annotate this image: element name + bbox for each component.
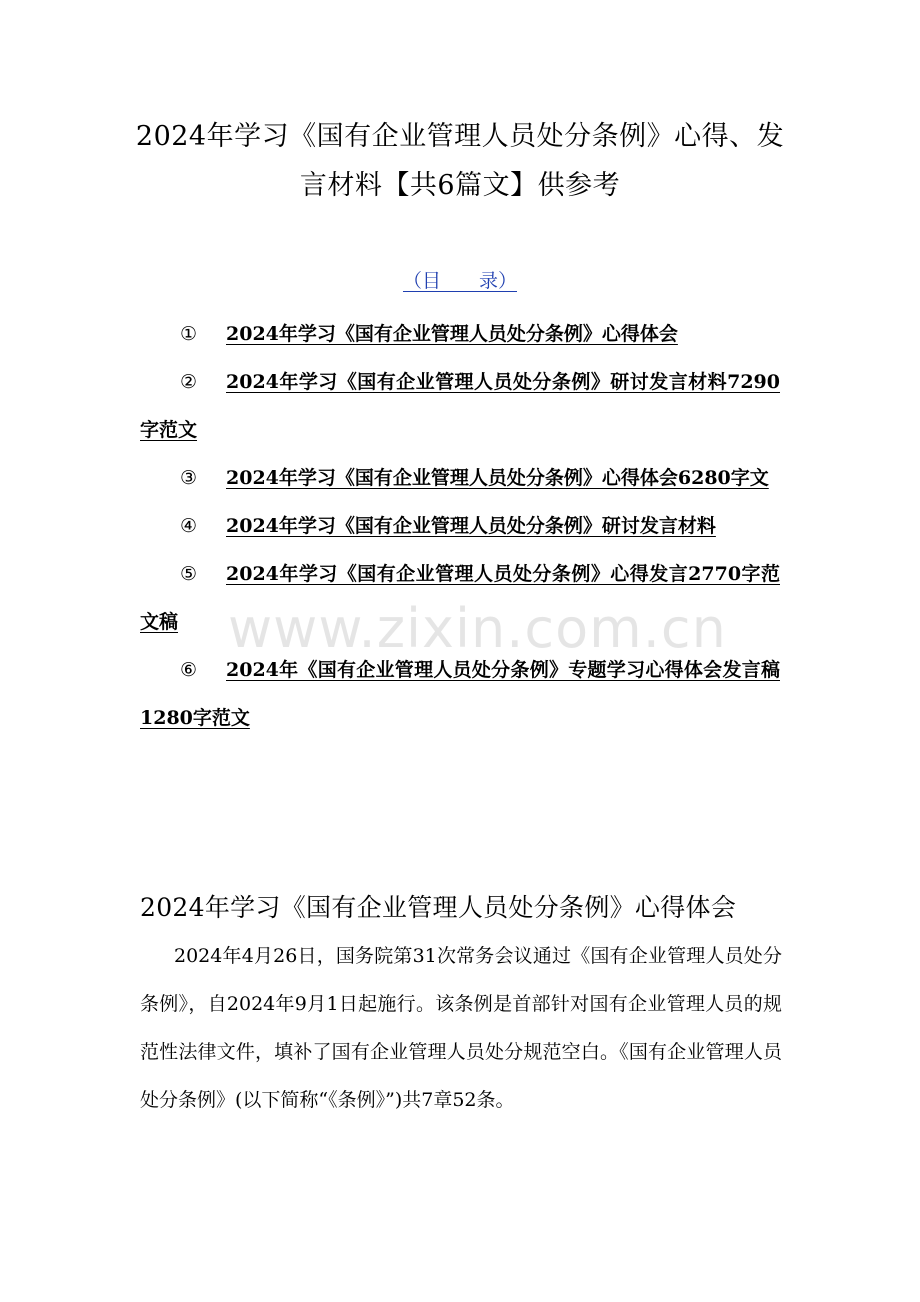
toc-link[interactable]: 2024年学习《国有企业管理人员处分条例》心得体会 [226, 323, 678, 345]
toc-heading[interactable] [0, 266, 920, 296]
watermark: www.zixin.com.cn [228, 597, 727, 660]
section-title: 2024年学习《国有企业管理人员处分条例》心得体会 [140, 893, 737, 922]
toc-number: ① [180, 323, 198, 345]
table-of-contents [140, 310, 780, 742]
toc-link[interactable]: 2024年学习《国有企业管理人员处分条例》研讨发言材料7290字范文 [140, 371, 780, 441]
toc-item-5[interactable] [140, 550, 780, 646]
document-title: 2024年学习《国有企业管理人员处分条例》心得、发言材料【共6篇文】供参考 [135, 121, 785, 201]
toc-link[interactable]: 2024年学习《国有企业管理人员处分条例》研讨发言材料 [226, 515, 716, 537]
toc-item-1[interactable] [140, 310, 780, 358]
toc-heading-link[interactable]: （目 录） [402, 270, 517, 292]
toc-number: ⑥ [180, 659, 198, 681]
toc-item-3[interactable] [140, 454, 780, 502]
toc-link[interactable]: 2024年学习《国有企业管理人员处分条例》心得发言2770字范文稿 [140, 563, 780, 633]
toc-link[interactable]: 2024年学习《国有企业管理人员处分条例》心得体会6280字文 [226, 467, 769, 489]
toc-item-2[interactable] [140, 358, 780, 454]
toc-item-6[interactable] [140, 646, 780, 742]
toc-number: ④ [180, 515, 198, 537]
toc-item-4[interactable] [140, 502, 780, 550]
toc-number: ⑤ [180, 563, 198, 585]
toc-number: ③ [180, 467, 198, 489]
body-paragraph: 2024年4月26日，国务院第31次常务会议通过《国有企业管理人员处分条例》，自2024年9月1日起施行。该条例是首部针对国有企业管理人员的规范性法律文件，填补了国有企业管理人员处分规范空白。《国有企业管理人员处分条例》(以下简称“《条例》”)共7章52条。 [140, 945, 782, 1111]
toc-link[interactable]: 2024年《国有企业管理人员处分条例》专题学习心得体会发言稿1280字范文 [140, 659, 780, 729]
toc-number: ② [180, 371, 198, 393]
